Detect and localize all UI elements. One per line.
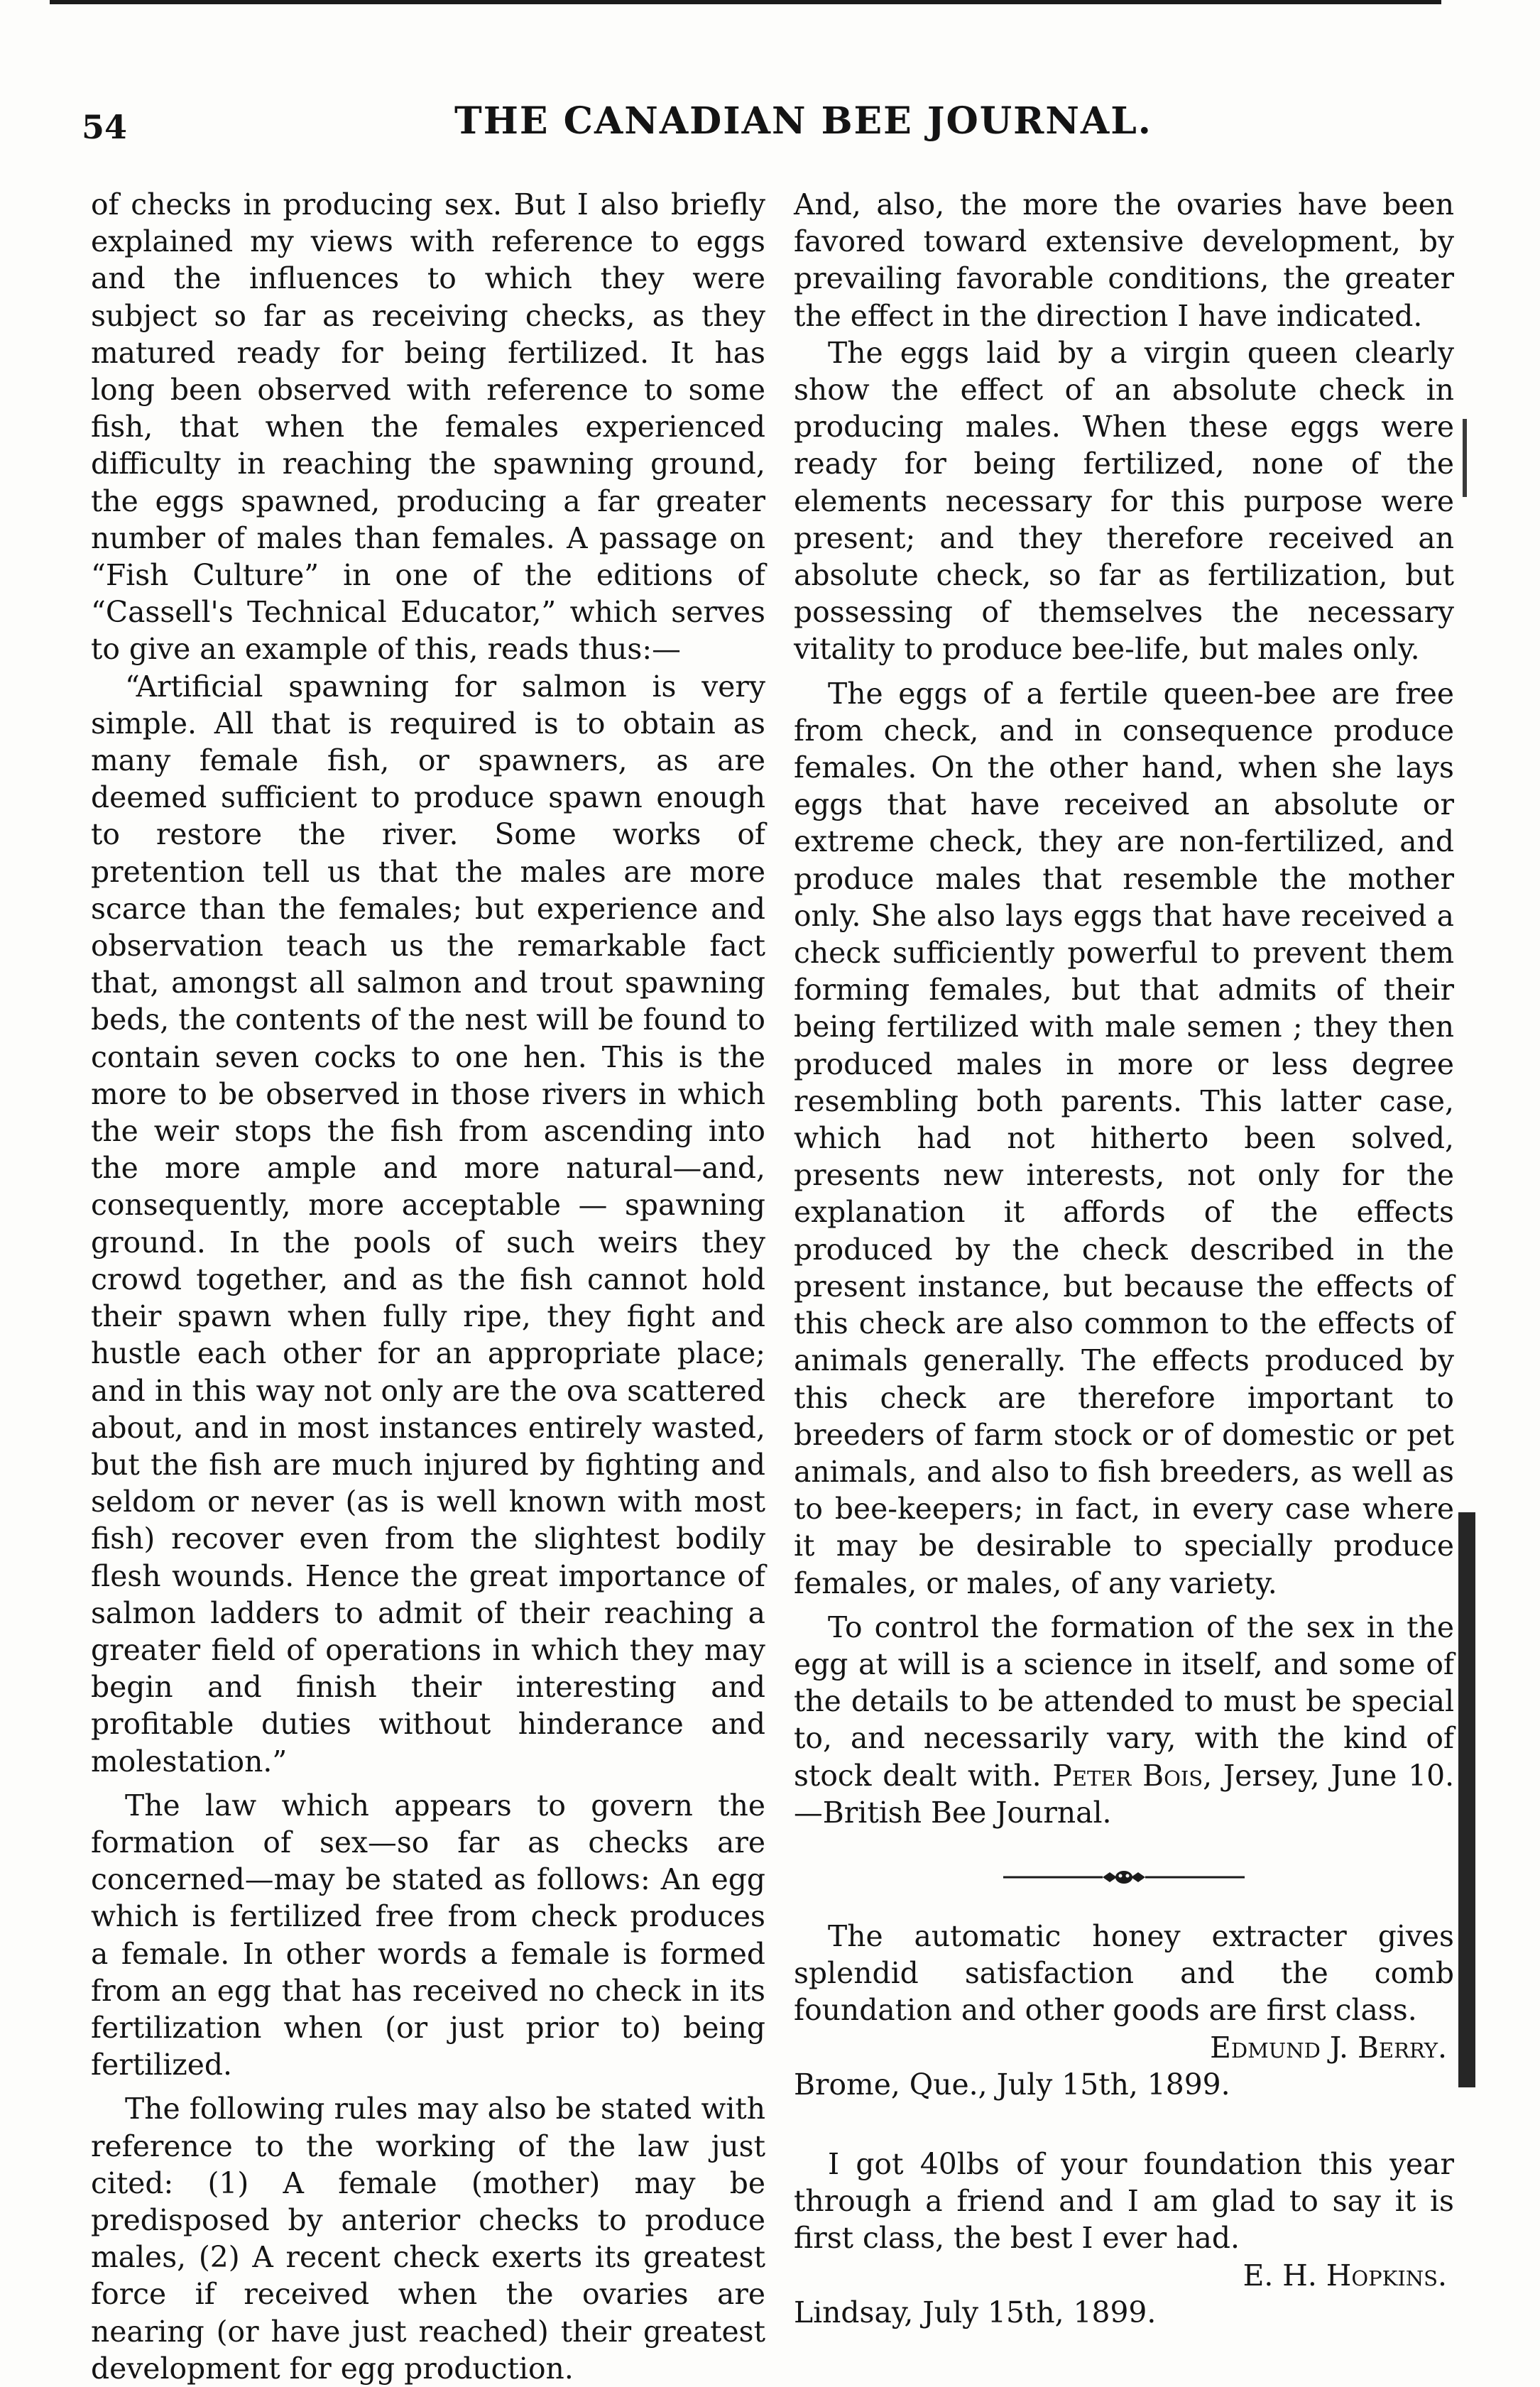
closing-text: To control the formation of the sex in the egg at will is a science in itself, and some of the details to be attended to must be special to, and necessarily vary, with the kind of stock dealt with.: [794, 1610, 1454, 1793]
page-number: 54: [82, 108, 128, 146]
paragraph: The eggs of a fertile queen-bee are free from check, and in consequence produce females. On the other hand, when she lays eggs that have received an absolute or extreme check, they are non-fertilized, and produce males that resemble the mother only. She also lays eggs that have received a check sufficiently powerful to prevent them forming females, but that admits of their being fertilized with male semen ; they then produced males in more or less degree resembling both parents. This latter case, which had not hitherto been solved, presents new interests, not only for the explanation it affords of the effects produced by the check described in the present instance, but because the effects of this check are also common to the effects of animals generally. The effects produced by this check are therefore important to breeders of farm stock or of domestic or pet animals, and also to fish breeders, as well as to bee-keepers; in fact, in every case where it may be desirable to specially produce females, or males, of any variety.: [794, 676, 1454, 1600]
paragraph: The eggs laid by a virgin queen clearly show the effect of an absolute check in producing males. When these eggs were ready for being fertilized, none of the elements necessary for this purpose were present; and they therefore received an absolute check, so far as fertilization, but possessing of themselves the necessary vitality to produce bee-life, but males only.: [794, 335, 1454, 667]
paragraph: The law which appears to govern the formation of sex—so far as checks are concerned—may be stated as follows: An egg which is fertilized free from check produces a female. In other words a female is formed from an egg that has received no check in its fertilization when (or just prior to) being fertilized.: [91, 1788, 765, 2082]
testimonial-text: I got 40lbs of your foundation this year through a friend and I am glad to say it is first class, the best I ever had.: [794, 2146, 1454, 2256]
author-name: Peter Bois,: [1052, 1758, 1213, 1793]
paragraph: of checks in producing sex. But I also briefly explained my views with reference to eggs and the influences to which they were subject so far as receiving checks, as they matured ready for being fertilized. It has long been observed with reference to some fish, that when the females experienced difficulty in reaching the spawning ground, the eggs spawned, producing a far greater number of males than females. A passage on “Fish Culture” in one of the editions of “Cassell's Technical Educator,” which serves to give an example of this, reads thus:—: [91, 187, 765, 667]
testimonial: [794, 1918, 1454, 2103]
source-citation: Jersey, June 10.—British Bee Journal.: [794, 1758, 1455, 1830]
scan-edge-shadow: [1458, 1512, 1475, 2087]
top-rule: [50, 0, 1441, 4]
testimonial-dateline: Brome, Que., July 15th, 1899.: [794, 2067, 1230, 2102]
paragraph: The following rules may also be stated with reference to the working of the law just cited: (1) A female (mother) may be predisposed by anterior checks to produce males, (2) A recent check exerts its greatest force if received when the ovaries are nearing (or have just reached) their greatest development for egg production.: [91, 2092, 765, 2386]
right-column: [794, 186, 1454, 2331]
ornament-divider: [1003, 1867, 1245, 1888]
quotation-paragraph: “Artificial spawning for salmon is very simple. All that is required is to obtain as many female fish, or spawners, as are deemed sufficient to produce spawn enough to restore the river. Some works of pretention tell us that the males are more scarce than the females; but experience and observation teach us the remarkable fact that, amongst all salmon and trout spawning beds, the contents of the nest will be found to contain seven cocks to one hen. This is the more to be observed in those rivers in which the weir stops the fish from ascending into the more ample and more natural—and, consequently, more acceptable — spawning ground. In the pools of such weirs they crowd together, and as the fish cannot hold their spawn when fully ripe, they fight and hustle each other for an appropriate place; and in this way not only are the ova scattered about, and in most instances entirely wasted, but the fish are much injured by fighting and seldom or never (as is well known with most fish) recover even from the slightest bodily flesh wounds. Hence the great importance of salmon ladders to admit of their reaching a greater field of operations in which they may begin and finish their interesting and profitable duties without hinderance and molestation.”: [91, 669, 765, 1779]
journal-title: THE CANADIAN BEE JOURNAL.: [454, 99, 1152, 143]
scan-edge-mark: [1463, 419, 1467, 497]
left-column: [91, 186, 765, 2387]
testimonial-signature: E. H. Hopkins.: [1243, 2258, 1447, 2293]
testimonial-signature: Edmund J. Berry.: [1210, 2030, 1447, 2065]
testimonial: [794, 2146, 1454, 2331]
paragraph: [794, 1609, 1454, 1831]
testimonial-dateline: Lindsay, July 15th, 1899.: [794, 2295, 1157, 2329]
testimonial-text: The automatic honey extracter gives splendid satisfaction and the comb foundation and other goods are first class.: [794, 1918, 1454, 2028]
paragraph: And, also, the more the ovaries have been favored toward extensive development, by prevailing favorable conditions, the greater the effect in the direction I have indicated.: [794, 187, 1454, 333]
